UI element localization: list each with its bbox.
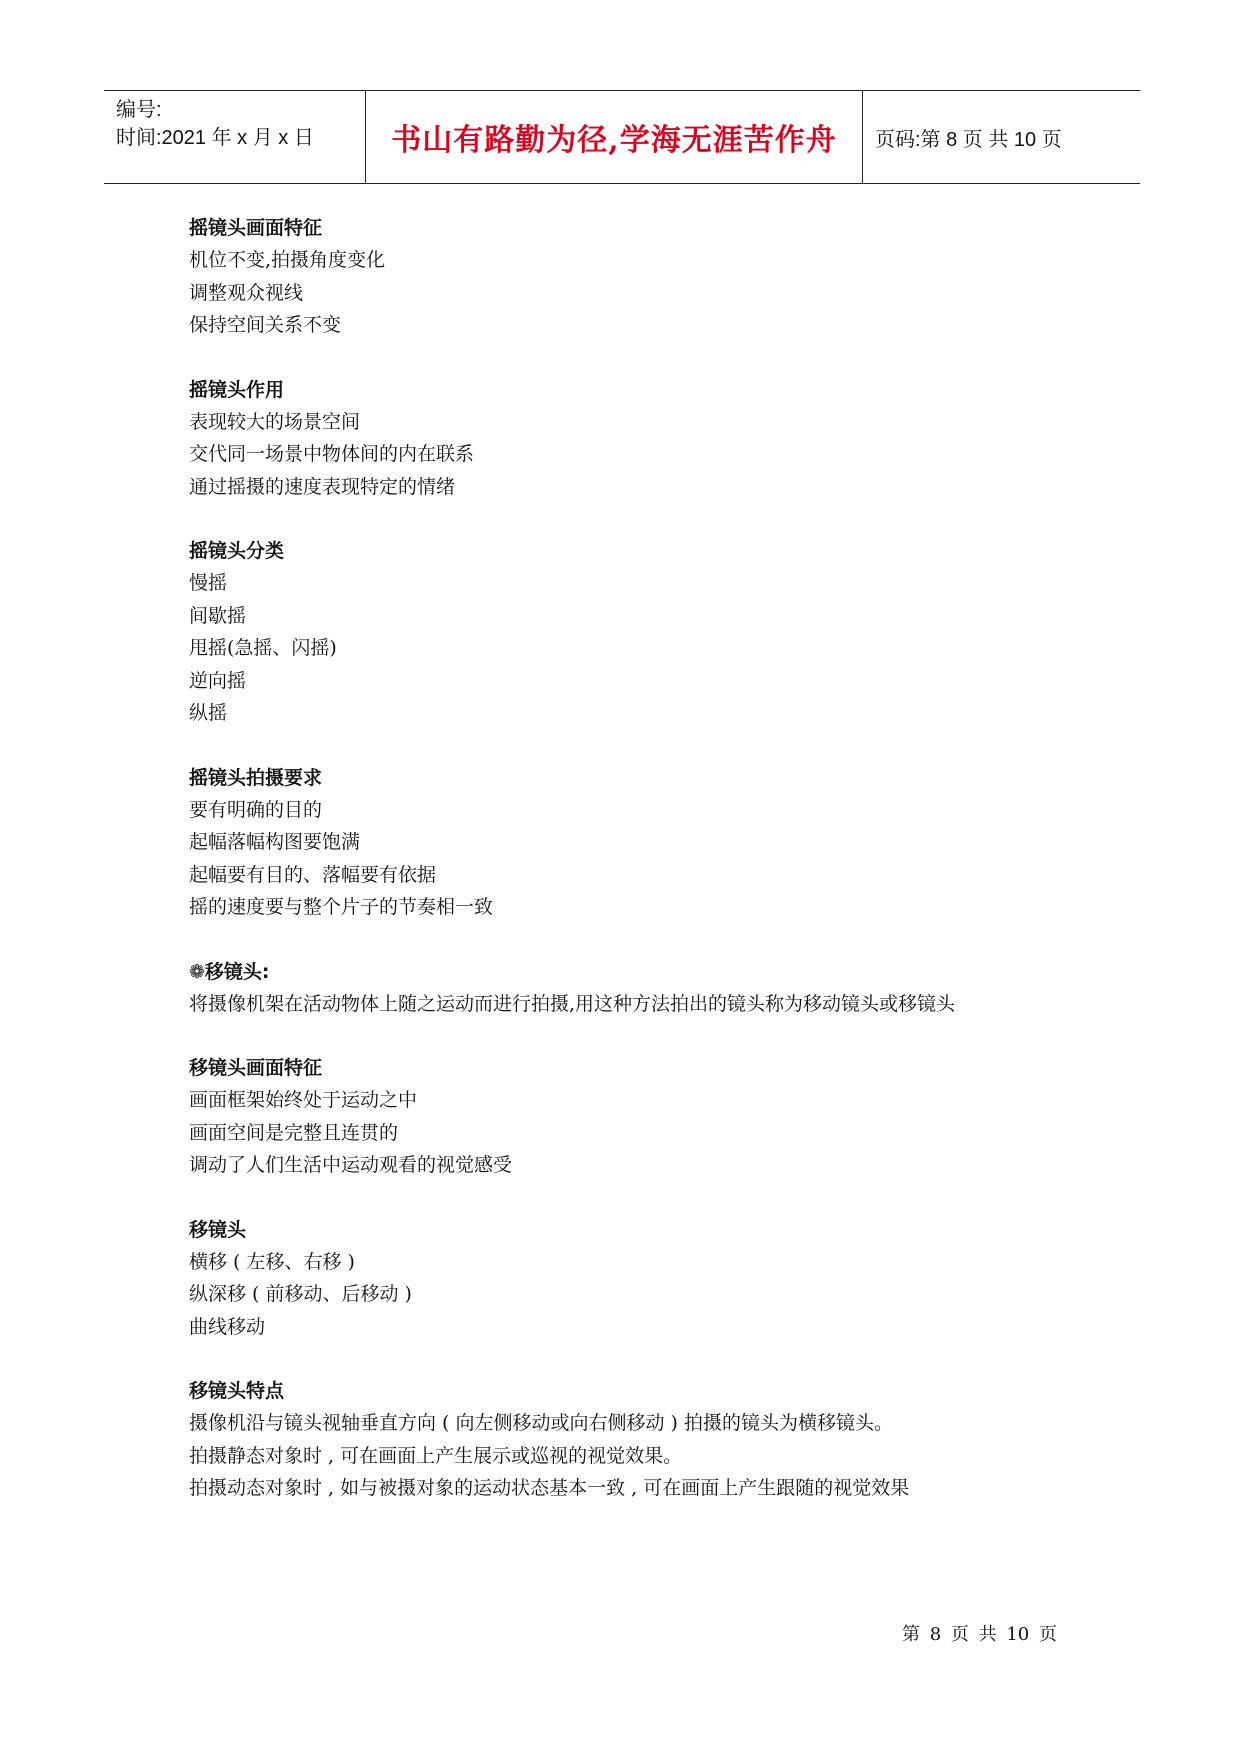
document-header [104, 90, 1140, 184]
text-line: 拍摄静态对象时 , 可在画面上产生展示或巡视的视觉效果。 [189, 1444, 683, 1467]
text-line: 调动了人们生活中运动观看的视觉感受 [189, 1154, 513, 1176]
text-line: 甩摇(急摇、闪摇) [189, 637, 337, 659]
text-line: 纵摇 [189, 702, 228, 724]
page-footer: 第 8 页 共 10 页 [902, 1624, 1057, 1645]
section [189, 1052, 1069, 1182]
text-line: 拍摄动态对象时 , 如与被摄对象的运动状态基本一致 , 可在画面上产生跟随的视觉效果 [189, 1477, 910, 1499]
text-line: 画面空间是完整且连贯的 [189, 1121, 399, 1144]
document-number: 编号: [116, 99, 162, 121]
section [189, 535, 1069, 730]
text-line: 摇的速度要与整个片子的节奏相一致 [189, 896, 494, 918]
text-line: 起幅落幅构图要饱满 [189, 831, 361, 853]
text-line: 慢摇 [189, 572, 228, 594]
text-line: 通过摇摄的速度表现特定的情绪 [189, 475, 456, 498]
section-title: 移镜头画面特征 [189, 1057, 323, 1079]
text-line: 起幅要有目的、落幅要有依据 [189, 863, 437, 886]
section-title: ❁移镜头: [189, 960, 270, 983]
section-title: 摇镜头分类 [189, 540, 285, 562]
text-line: 机位不变,拍摄角度变化 [189, 249, 386, 271]
header-page-cell [863, 91, 1140, 183]
text-line: 画面框架始终处于运动之中 [189, 1089, 418, 1111]
text-line: 逆向摇 [189, 669, 247, 692]
section [189, 374, 1069, 504]
section [189, 956, 1069, 1021]
header-meta-cell [104, 91, 366, 183]
text-line: 纵深移 ( 前移动、后移动 ) [189, 1283, 412, 1305]
text-line: 间歇摇 [189, 604, 247, 627]
section-title: 摇镜头画面特征 [189, 217, 323, 239]
section [189, 1375, 1069, 1505]
text-paragraph: 将摄像机架在活动物体上随之运动而进行拍摄,用这种方法拍出的镜头称为移动镜头或移镜头 [189, 992, 956, 1015]
text-line: 表现较大的场景空间 [189, 410, 361, 433]
text-line: 保持空间关系不变 [189, 314, 342, 336]
document-date: 时间:2021 年 x 月 x 日 [116, 127, 314, 149]
section-title: 摇镜头拍摄要求 [189, 766, 323, 789]
document-body [189, 212, 1069, 1537]
section-title: 摇镜头作用 [189, 378, 285, 401]
section [189, 212, 1069, 342]
section [189, 1214, 1069, 1344]
section [189, 762, 1069, 924]
text-line: 曲线移动 [189, 1315, 266, 1338]
text-line: 交代同一场景中物体间的内在联系 [189, 443, 475, 465]
text-line: 调整观众视线 [189, 281, 304, 304]
section-title: 移镜头 [189, 1218, 247, 1241]
text-line: 摄像机沿与镜头视轴垂直方向 ( 向左侧移动或向右侧移动 ) 拍摄的镜头为横移镜头。 [189, 1412, 893, 1434]
section-title: 移镜头特点 [189, 1380, 285, 1402]
header-motto-cell [366, 91, 863, 183]
header-page-number: 页码:第 8 页 共 10 页 [875, 128, 1062, 151]
text-line: 横移 ( 左移、右移 ) [189, 1250, 355, 1273]
text-line: 要有明确的目的 [189, 798, 323, 821]
motto: 书山有路勤为径,学海无涯苦作舟 [391, 123, 837, 158]
